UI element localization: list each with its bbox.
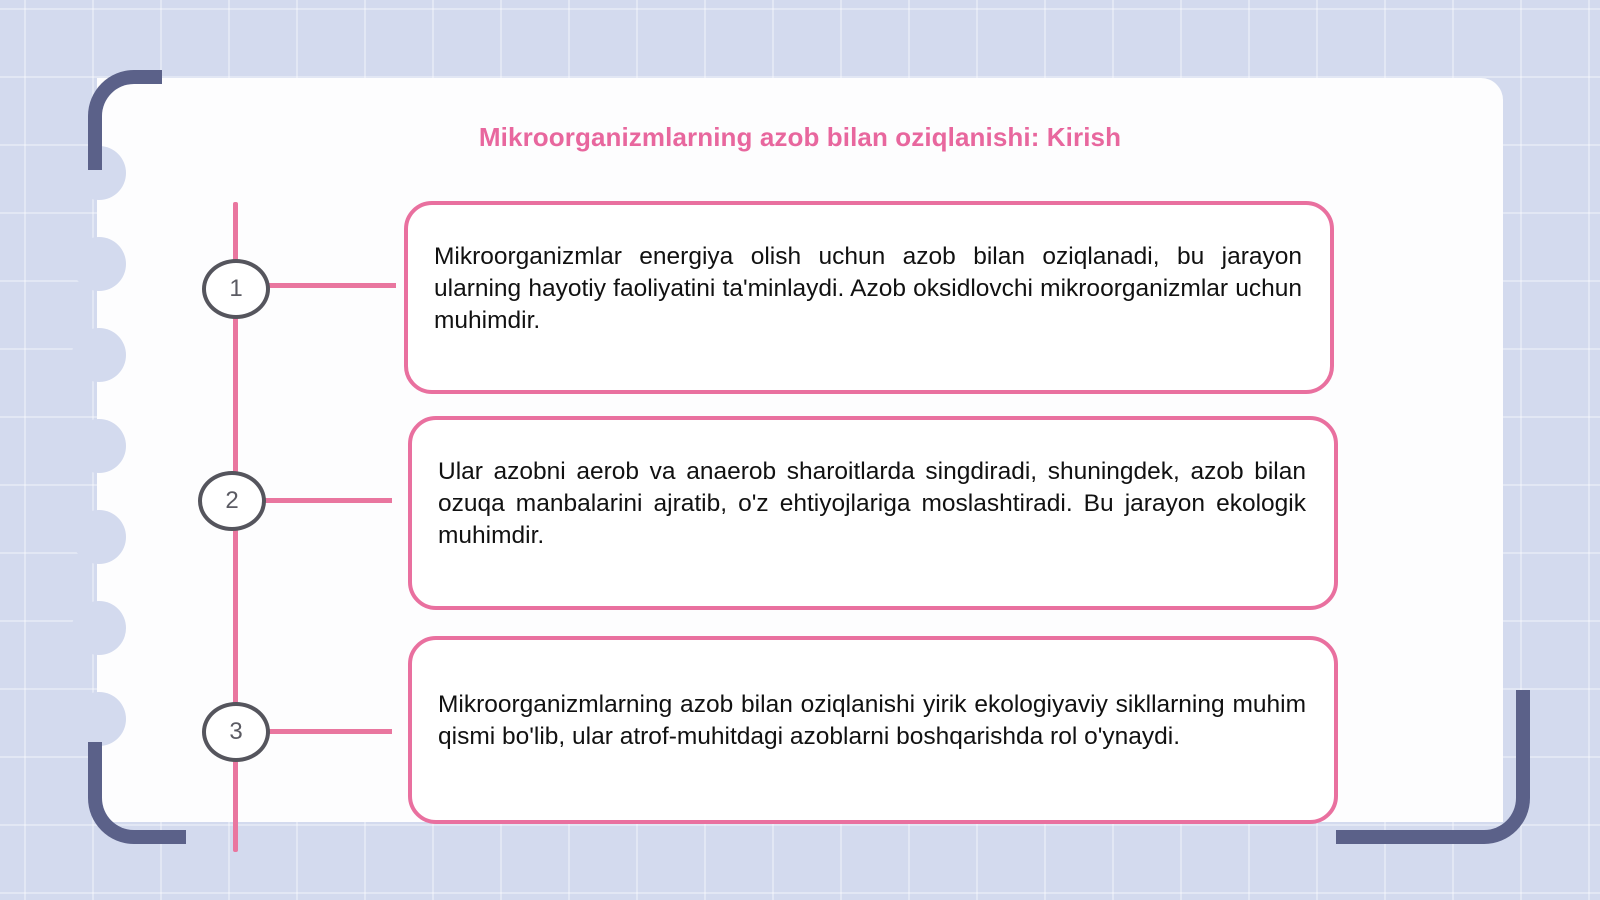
frame-corner-bottom-right [1336,690,1530,844]
content-card-text: Ular azobni aerob va anaerob sharoitlarda singdiradi, shuningdek, azob bilan ozuqa manbalarini ajratib, o'z ehtiyojlariga moslashtiradi. Bu jarayon ekologik muhimdir. [438,458,1306,549]
paper-scallop [72,328,126,382]
slide-title: Mikroorganizmlarning azob bilan oziqlanishi: Kirish [478,122,1122,152]
timeline-connector [266,283,396,288]
content-card-1 [404,201,1334,394]
paper-scallop [72,510,126,564]
frame-corner-bottom-left [88,742,186,844]
content-card-2 [408,416,1338,610]
timeline-node-3 [202,702,270,762]
timeline-connector [262,498,392,503]
paper-scallop [72,419,126,473]
content-card-text: Mikroorganizmlarning azob bilan oziqlanishi yirik ekologiyaviy sikllarning muhim qismi bo'lib, ular atrof-muhitdagi azoblarni boshqarishda rol o'ynaydi. [438,691,1306,750]
timeline-node-number: 3 [229,718,243,745]
content-card-3 [408,636,1338,824]
timeline-node-2 [198,471,266,531]
paper-scallop [72,692,126,746]
timeline-connector [266,729,392,734]
timeline-node-number: 2 [225,487,239,514]
paper-scallop [72,601,126,655]
content-card-text: Mikroorganizmlar energiya olish uchun azob bilan oziqlanadi, bu jarayon ularning hayotiy faoliyatini ta'minlaydi. Azob oksidlovchi mikroorganizmlar uchun muhimdir. [434,242,1302,334]
timeline-node-1 [202,259,270,319]
frame-corner-top-left [88,70,162,170]
paper-scallop [72,237,126,291]
timeline-node-number: 1 [229,275,243,302]
